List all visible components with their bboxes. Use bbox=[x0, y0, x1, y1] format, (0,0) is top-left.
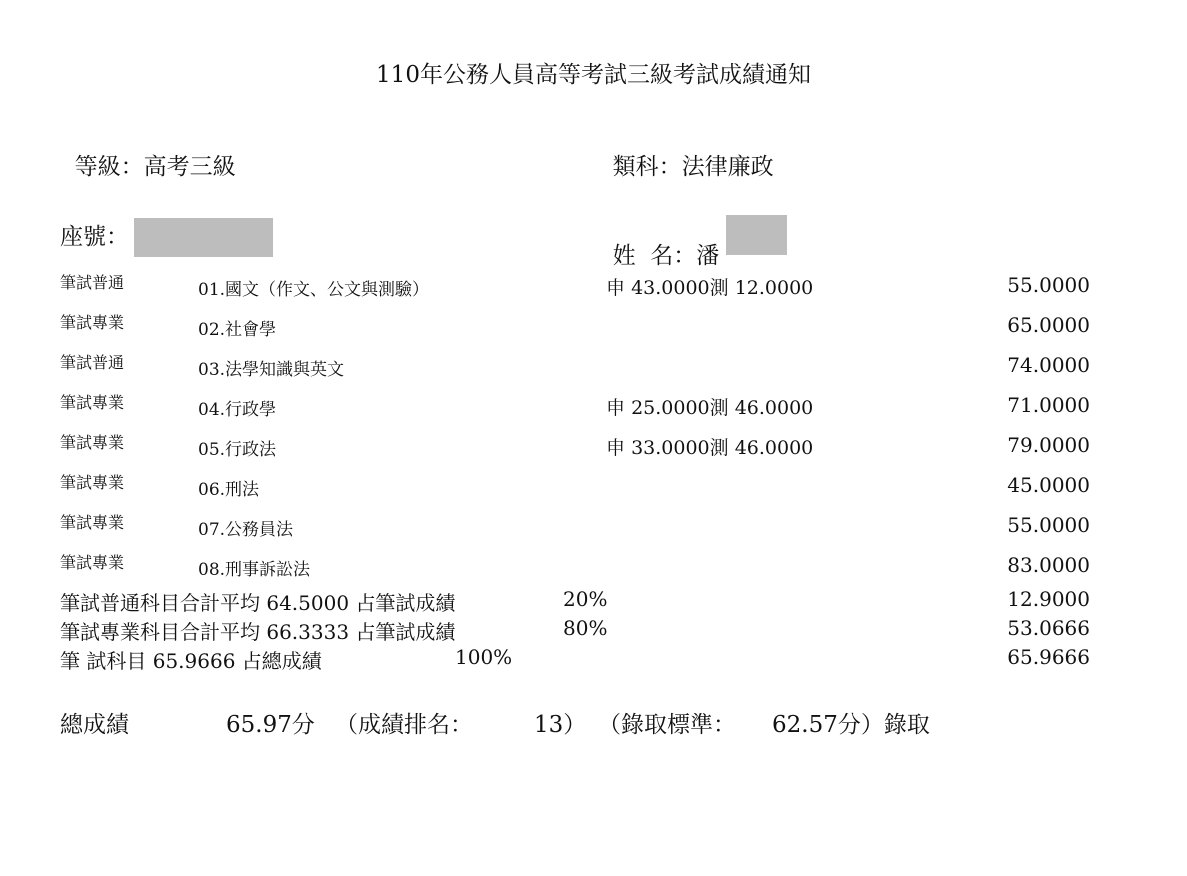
subject-row bbox=[0, 305, 1187, 345]
document-title: 110年公務人員高等考試三級考試成績通知 bbox=[376, 62, 811, 88]
subject-row bbox=[0, 465, 1187, 505]
part-score: 33.0000 bbox=[631, 437, 710, 459]
subject-category: 筆試普通 bbox=[60, 353, 125, 372]
summary-percent: 20% bbox=[563, 587, 608, 611]
subject-category: 筆試專業 bbox=[60, 433, 125, 452]
subject-part-scores bbox=[606, 393, 813, 420]
rank-label: （成績排名： bbox=[335, 712, 473, 738]
summary-text: 筆試普通科目合計平均 64.5000 占筆試成績 bbox=[60, 591, 456, 615]
subject-row bbox=[0, 345, 1187, 385]
subject-score: 79.0000 bbox=[1007, 433, 1090, 457]
subject-score: 65.0000 bbox=[1007, 313, 1090, 337]
part-label: 測 bbox=[709, 277, 729, 299]
subject-category: 筆試專業 bbox=[60, 393, 125, 412]
subject-name: 02.社會學 bbox=[198, 320, 277, 340]
summary-result: 12.9000 bbox=[1007, 587, 1090, 611]
subject-category: 筆試專業 bbox=[60, 313, 125, 332]
rank-value: 13） bbox=[534, 712, 587, 738]
subject-name: 06.刑法 bbox=[198, 480, 260, 500]
level-value: 高考三級 bbox=[143, 154, 236, 180]
subject-name: 05.行政法 bbox=[198, 440, 277, 460]
name-value: 潘 bbox=[696, 243, 720, 269]
part-label: 申 bbox=[606, 277, 626, 299]
subject-row bbox=[0, 385, 1187, 425]
subject-name: 04.行政學 bbox=[198, 400, 277, 420]
subject-part-scores bbox=[606, 273, 813, 300]
summary-row bbox=[0, 645, 1187, 674]
summary-row bbox=[0, 616, 1187, 645]
standard-label: （錄取標準： bbox=[598, 712, 736, 738]
subject-category: 筆試普通 bbox=[60, 273, 125, 292]
seat-redaction bbox=[134, 218, 273, 257]
level-label: 等級： bbox=[74, 154, 144, 180]
part-label: 測 bbox=[709, 437, 729, 459]
part-score: 12.0000 bbox=[734, 277, 814, 299]
summary-percent: 80% bbox=[563, 616, 608, 640]
subject-score: 55.0000 bbox=[1007, 273, 1090, 297]
subject-score: 74.0000 bbox=[1007, 353, 1090, 377]
subject-name: 03.法學知識與英文 bbox=[198, 360, 345, 380]
subject-category: 筆試專業 bbox=[60, 473, 125, 492]
subject-score: 71.0000 bbox=[1007, 393, 1090, 417]
part-label: 申 bbox=[606, 397, 626, 419]
summary-percent: 100% bbox=[455, 645, 513, 669]
subject-name: 07.公務員法 bbox=[198, 520, 294, 540]
total-score: 65.97分 bbox=[226, 712, 315, 738]
summary-result: 65.9666 bbox=[1007, 645, 1090, 669]
part-label: 測 bbox=[709, 397, 729, 419]
standard-value: 62.57分）錄取 bbox=[772, 712, 930, 738]
part-score: 46.0000 bbox=[734, 437, 814, 459]
summary-text: 筆試專業科目合計平均 66.3333 占筆試成績 bbox=[60, 620, 456, 644]
total-label: 總成績 bbox=[60, 712, 129, 738]
part-score: 25.0000 bbox=[631, 397, 710, 419]
subject-name: 08.刑事訴訟法 bbox=[198, 560, 311, 580]
total-score-line bbox=[60, 714, 1060, 744]
subject-score: 55.0000 bbox=[1007, 513, 1090, 537]
subject-category: 筆試專業 bbox=[60, 553, 125, 572]
category-field bbox=[598, 133, 774, 179]
name-redaction bbox=[726, 215, 787, 255]
name-field bbox=[598, 222, 719, 268]
subject-part-scores bbox=[606, 433, 813, 460]
part-label: 申 bbox=[606, 437, 626, 459]
category-value: 法律廉政 bbox=[681, 154, 774, 180]
name-label: 姓 名： bbox=[612, 243, 697, 269]
subject-row bbox=[0, 265, 1187, 305]
subject-category: 筆試專業 bbox=[60, 513, 125, 532]
summary-text: 筆 試科目 65.9666 占總成績 bbox=[60, 649, 322, 673]
subject-row bbox=[0, 545, 1187, 585]
category-label: 類科： bbox=[612, 154, 682, 180]
summary-result: 53.0666 bbox=[1007, 616, 1090, 640]
seat-label: 座號： bbox=[60, 224, 129, 250]
part-score: 43.0000 bbox=[631, 277, 710, 299]
part-score: 46.0000 bbox=[734, 397, 814, 419]
level-field bbox=[60, 133, 236, 179]
subject-score: 45.0000 bbox=[1007, 473, 1090, 497]
subject-row bbox=[0, 505, 1187, 545]
subject-row bbox=[0, 425, 1187, 465]
subject-score: 83.0000 bbox=[1007, 553, 1090, 577]
subject-name: 01.國文（作文、公文與測驗） bbox=[198, 280, 430, 300]
summary-row bbox=[0, 587, 1187, 616]
